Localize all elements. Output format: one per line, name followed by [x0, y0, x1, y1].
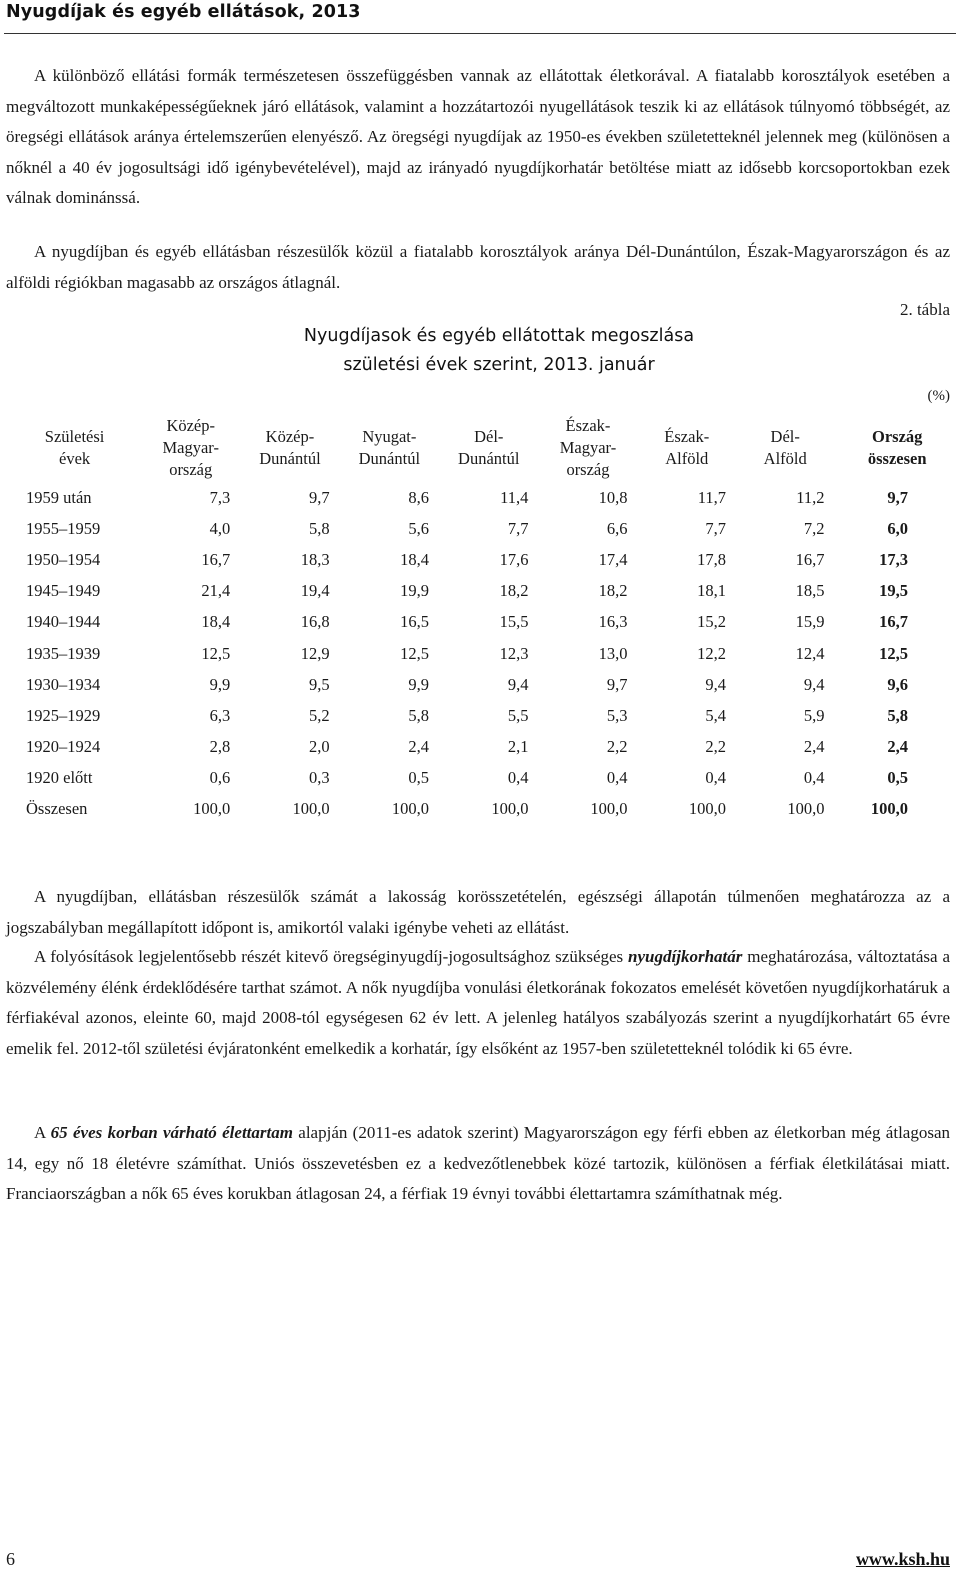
table-row	[8, 544, 960, 575]
table-row	[8, 794, 960, 825]
table-row	[8, 763, 960, 794]
value-cell: 15,9	[795, 612, 825, 632]
value-cell: 2,4	[803, 737, 825, 757]
value-cell: 16,3	[598, 612, 628, 632]
emphasis-retirement-age: nyugdíjkorhatár	[628, 947, 743, 966]
paragraph-life-expectancy: A 65 éves korban várható élettartam alapján (2011-es adatok szerint) Magyarországon egy férfi ebben az életkorban még átlagosan 14, egy nő 18 életévre számíthat. Uniós összevetésben ez a kedvezőtlenebbek közé tartozik, különösen a férfiak életkilátásai miatt. Franciaországban a nők 65 éves korukban átlagosan 24, a férfiak 19 évnyi további élettartamra számíthatnak még.	[6, 1123, 950, 1203]
value-cell: 12,9	[300, 643, 330, 663]
distribution-table	[8, 414, 960, 825]
row-label: Összesen	[26, 799, 88, 819]
paragraph-age-forms: A különböző ellátási formák természetesen összefüggésben vannak az ellátottak életkorával. A fiatalabb korosztályok esetében a megváltozott munkaképességűeknek járó ellátások, valamint a hozzátartozói nyugellátások teszik ki az ellátások túlnyomó többségét, az öregségi ellátások aránya értelemszerűen elenyésző. Az öregségi nyugdíjak az 1950-es években születetteknél jelennek meg (különösen a nőknél a 40 év jogosultsági idő igénybevételével), majd az irányadó nyugdíjkorhatár betöltése miatt az idősebb korcsoportokban ezek válnak dominánssá.	[6, 66, 950, 207]
value-cell: 7,7	[705, 518, 726, 538]
row-label: 1959 után	[26, 487, 92, 507]
value-cell: 0,6	[209, 768, 231, 788]
value-cell: 0,4	[507, 768, 529, 788]
value-cell: 18,2	[598, 581, 628, 601]
value-cell: 0,4	[705, 768, 726, 788]
value-cell: 8,6	[408, 487, 430, 507]
row-label: 1940–1944	[26, 612, 101, 632]
column-header: Dél- Dunántúl	[458, 427, 520, 468]
row-label: 1920 előtt	[26, 768, 93, 788]
value-cell: 18,1	[697, 581, 726, 601]
value-cell: 11,4	[500, 487, 529, 507]
table-row	[8, 482, 960, 513]
value-cell: 9,9	[209, 674, 231, 694]
column-header: Észak- Alföld	[664, 427, 710, 468]
value-cell: 7,3	[209, 487, 231, 507]
value-cell: 2,2	[606, 737, 628, 757]
value-cell: 16,7	[795, 549, 825, 569]
value-cell: 2,8	[209, 737, 231, 757]
paragraph-regional-share: A nyugdíjban és egyéb ellátásban részesülők közül a fiatalabb korosztályok aránya Dél-Dunántúlon, Észak-Magyarországon és az alföldi régiókban magasabb az országos átlagnál.	[6, 242, 950, 292]
row-label: 1955–1959	[26, 518, 101, 538]
value-cell: 100,0	[787, 799, 825, 819]
value-cell: 12,2	[697, 643, 726, 663]
value-cell: 2,2	[705, 737, 726, 757]
value-cell: 15,2	[697, 612, 726, 632]
value-cell: 9,4	[803, 674, 825, 694]
value-cell: 15,5	[499, 612, 529, 632]
total-cell: 19,5	[879, 581, 908, 601]
value-cell: 12,5	[201, 643, 231, 663]
value-cell: 9,9	[408, 674, 430, 694]
total-cell: 100,0	[870, 799, 908, 819]
column-header: Nyugat- Dunántúl	[358, 427, 421, 468]
value-cell: 5,8	[408, 705, 430, 725]
row-label: 1945–1949	[26, 581, 101, 601]
table-header-row	[8, 414, 960, 482]
value-cell: 12,3	[499, 643, 529, 663]
value-cell: 18,3	[300, 549, 330, 569]
value-cell: 0,5	[408, 768, 430, 788]
total-cell: 5,8	[887, 705, 908, 725]
table-row	[8, 732, 960, 763]
table-row	[8, 638, 960, 669]
value-cell: 11,2	[796, 487, 825, 507]
table-row	[8, 700, 960, 731]
value-cell: 2,1	[507, 737, 529, 757]
page-header-title: Nyugdíjak és egyéb ellátások, 2013	[6, 2, 361, 22]
value-cell: 100,0	[590, 799, 628, 819]
paragraph-age-composition: A nyugdíjban, ellátásban részesülők számát a lakosság korösszetételén, egészségi állapotán túlmenően meghatározza az a jogszabályban megállapított időpont is, amikortól valaki igénybe veheti az ellátást.	[6, 887, 950, 937]
value-cell: 5,5	[507, 705, 529, 725]
page-number: 6	[6, 1549, 15, 1569]
value-cell: 13,0	[598, 643, 628, 663]
value-cell: 6,6	[606, 518, 628, 538]
value-cell: 7,7	[507, 518, 529, 538]
total-cell: 17,3	[879, 549, 908, 569]
value-cell: 100,0	[391, 799, 430, 819]
emphasis-life-expectancy: 65 éves korban várható élettartam	[50, 1123, 293, 1142]
table-row	[8, 513, 960, 544]
value-cell: 100,0	[292, 799, 330, 819]
column-header: Észak- Magyar- ország	[559, 416, 617, 479]
value-cell: 17,4	[598, 549, 628, 569]
value-cell: 19,4	[300, 581, 330, 601]
value-cell: 16,8	[300, 612, 330, 632]
value-cell: 100,0	[193, 799, 231, 819]
value-cell: 0,4	[803, 768, 825, 788]
value-cell: 21,4	[201, 581, 231, 601]
value-cell: 18,4	[201, 612, 231, 632]
total-cell: 0,5	[887, 768, 908, 788]
row-label: 1925–1929	[26, 705, 101, 725]
row-label: 1920–1924	[26, 737, 101, 757]
value-cell: 2,0	[309, 737, 330, 757]
table-title: Nyugdíjasok és egyéb ellátottak megoszlása születési évek szerint, 2013. január	[303, 326, 695, 375]
value-cell: 18,2	[499, 581, 529, 601]
paragraph-retirement-age: A folyósítások legjelentősebb részét kitevő öregséginyugdíj-jogosultsághoz szükséges nyugdíjkorhatár meghatározása, változtatása a közvélemény élénk érdeklődésére tarthat számot. A nők nyugdíjba vonulási életkorának fokozatos emelését követően nyugdíjkorhatáruk a férfiakéval azonos, eleinte 60, majd 2008-tól egységesen 62 év lett. A jelenleg hatályos szabályozás szerint a nyugdíjkorhatárt 65 évre emelik fel. 2012-től születési évjáratonként emelkedik a korhatár, így elsőként az 1957-ben születetteknél tolódik ki 65 évre.	[6, 947, 951, 1058]
value-cell: 12,4	[795, 643, 825, 663]
value-cell: 100,0	[688, 799, 726, 819]
value-cell: 6,3	[209, 705, 231, 725]
value-cell: 4,0	[209, 518, 231, 538]
column-header: Közép- Magyar- ország	[162, 416, 219, 479]
total-cell: 9,6	[887, 674, 908, 694]
table-body	[8, 482, 960, 825]
column-header: Közép- Dunántúl	[259, 427, 321, 468]
column-header: Ország összesen	[867, 427, 927, 468]
value-cell: 7,2	[803, 518, 825, 538]
value-cell: 18,4	[400, 549, 430, 569]
value-cell: 10,8	[598, 487, 628, 507]
value-cell: 9,7	[606, 674, 628, 694]
header-birth-years: Születési évek	[44, 427, 105, 468]
total-cell: 9,7	[887, 487, 908, 507]
total-cell: 12,5	[879, 643, 908, 663]
value-cell: 18,5	[795, 581, 825, 601]
row-label: 1950–1954	[26, 549, 101, 569]
value-cell: 16,5	[400, 612, 430, 632]
header-divider	[4, 33, 956, 34]
value-cell: 0,3	[309, 768, 330, 788]
value-cell: 9,7	[309, 487, 330, 507]
value-cell: 9,4	[705, 674, 726, 694]
value-cell: 16,7	[201, 549, 231, 569]
value-cell: 9,5	[309, 674, 330, 694]
table-number: 2. tábla	[899, 300, 950, 319]
value-cell: 5,4	[705, 705, 726, 725]
value-cell: 5,2	[309, 705, 330, 725]
value-cell: 11,7	[697, 487, 726, 507]
column-header: Dél- Alföld	[763, 427, 807, 468]
value-cell: 12,5	[400, 643, 430, 663]
value-cell: 19,9	[400, 581, 430, 601]
value-cell: 5,9	[803, 705, 825, 725]
value-cell: 5,6	[408, 518, 430, 538]
total-cell: 16,7	[879, 612, 908, 632]
value-cell: 0,4	[606, 768, 628, 788]
row-label: 1930–1934	[26, 674, 101, 694]
table-row	[8, 607, 960, 638]
row-label: 1935–1939	[26, 643, 101, 663]
value-cell: 9,4	[507, 674, 529, 694]
value-cell: 2,4	[408, 737, 430, 757]
table-unit: (%)	[927, 388, 950, 404]
value-cell: 5,3	[606, 705, 628, 725]
value-cell: 100,0	[491, 799, 529, 819]
value-cell: 17,6	[499, 549, 529, 569]
table-row	[8, 576, 960, 607]
table-row	[8, 669, 960, 700]
ksh-website-link[interactable]: www.ksh.hu	[855, 1549, 950, 1569]
total-cell: 2,4	[887, 737, 908, 757]
value-cell: 17,8	[697, 549, 726, 569]
total-cell: 6,0	[887, 518, 908, 538]
value-cell: 5,8	[309, 518, 330, 538]
